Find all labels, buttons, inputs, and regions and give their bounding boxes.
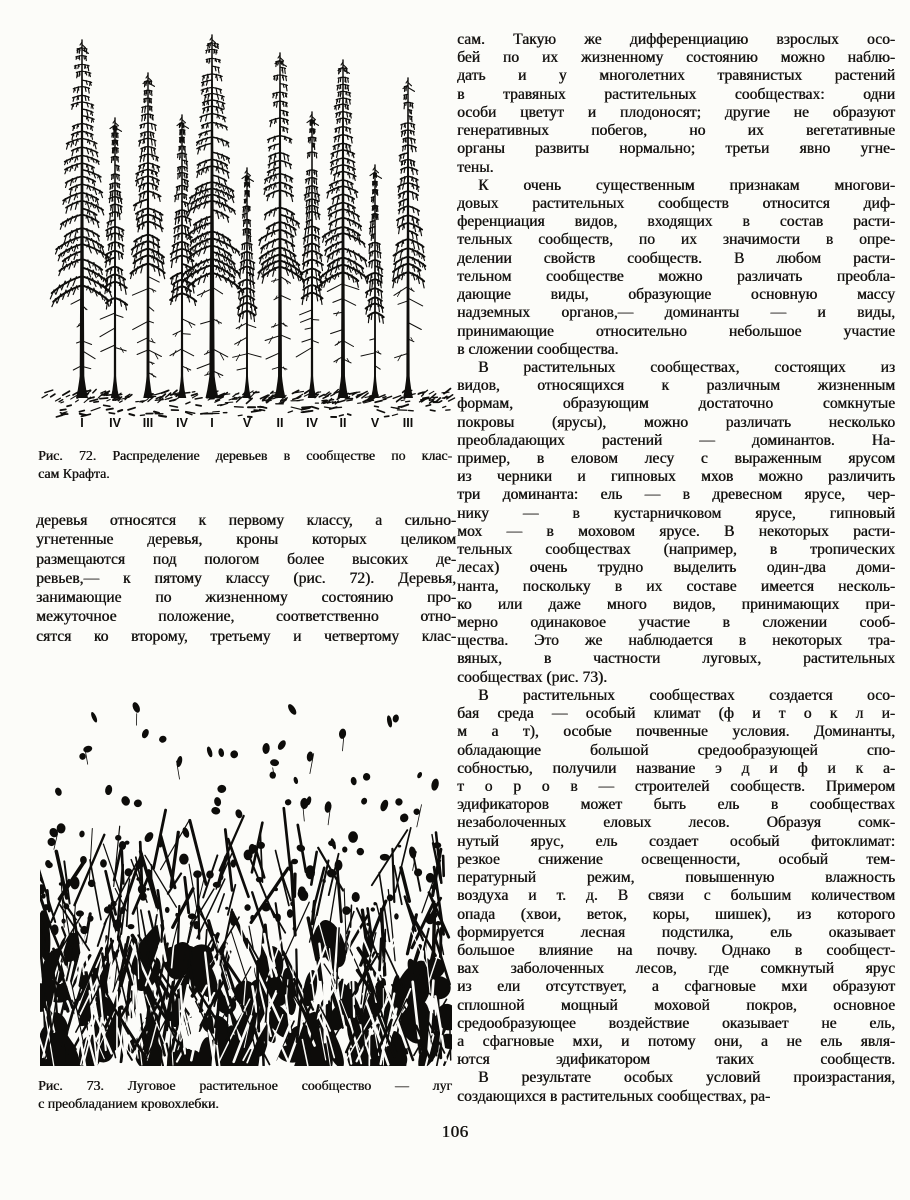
spruce-tree (131, 73, 165, 398)
text-line: а сфагновые мхи, и потому они, а не ель явля- (457, 1033, 895, 1051)
text-line: сам Крафта. (38, 465, 110, 481)
page-number: 106 (441, 1122, 469, 1141)
spruce-tree (233, 168, 262, 398)
flower-head (218, 748, 225, 758)
body-paragraph (457, 177, 895, 359)
text-line: пературный режим, повышенную влажность (457, 869, 895, 887)
text-line: сплошной мощный моховой покров, основное (457, 996, 895, 1014)
text-line: нанта, поскольку в их составе имеется несколь- (457, 577, 895, 595)
text-line: надземных органов,— доминанты — и виды, (457, 304, 895, 322)
kraft-class-label: IV (176, 416, 188, 430)
flower-head (270, 759, 280, 767)
text-line: м а т), особые почвенные условия. Доминанты, (457, 723, 895, 741)
text-line: бей по их жизненному состоянию можно наблю- (457, 49, 895, 67)
text-line: создающихся в растительных сообществах, ра- (457, 1087, 771, 1105)
text-line: В результате особых условий произрастания, (478, 1069, 895, 1087)
flower-head (408, 846, 417, 859)
text-line: лесах) очень трудно выделить один-два доми- (457, 559, 895, 577)
text-line: мох — в моховом ярусе. В некоторых расти- (457, 522, 895, 540)
flower-head (324, 801, 332, 813)
text-line: принимающие относительно небольшое участие (457, 322, 895, 340)
kraft-class-label: I (210, 416, 214, 430)
flower-head (90, 711, 99, 723)
flower-head (386, 715, 393, 728)
text-line: сам. Такую же дифференциацию взрослых осо- (457, 31, 895, 48)
spruce-tree (393, 78, 426, 398)
flower-head (120, 795, 131, 807)
text-line: тельном сообществе можно различать преобла- (457, 267, 895, 285)
text-line: мерно одинаковое участие в сложении сооб- (457, 614, 895, 631)
left-column-paragraph (36, 511, 456, 646)
text-line: в травяных растительных сообществах: одни (457, 85, 895, 103)
flower-head (82, 745, 93, 754)
text-line: покровы (ярусы), можно различать несколько (457, 413, 895, 431)
spruce-tree (258, 53, 305, 398)
spruce-tree (361, 165, 384, 398)
kraft-class-labels (80, 416, 413, 430)
flower-head (79, 753, 86, 761)
text-line: нутый ярус, ель создает особый фитоклимат: (457, 832, 895, 850)
text-line: пример, в еловом лесу с выраженным ярусом (457, 450, 895, 468)
text-line: К очень существенным признакам многови- (478, 176, 895, 194)
text-line: тельных сообществах (например, в тропических (457, 541, 895, 559)
kraft-class-label: V (242, 416, 252, 430)
text-line: из ели отсутствует, а сфагновые мхи образуют (457, 978, 895, 996)
text-line: ревьев,— к пятому классу (рис. 72). Деревья, (36, 569, 456, 587)
text-line: генеративных побегов, но их вегетативные (457, 122, 895, 140)
flower-head (104, 784, 113, 795)
flower-head (217, 784, 227, 793)
flower-head (338, 728, 346, 739)
text-line: угнетенные деревья, кроны которых целиком (36, 531, 456, 549)
text-line: межуточное положение, соответственно отно- (36, 608, 456, 626)
flower-head (392, 714, 400, 723)
figure-72-caption (38, 447, 452, 482)
text-line: формам, образующим достаточно сомкнутые (457, 395, 895, 413)
flower-head (293, 776, 299, 784)
kraft-class-label: II (276, 416, 284, 430)
text-line: вяных, в частности луговых, растительных (457, 650, 895, 668)
figure-73-illustration (40, 686, 452, 1066)
spruce-tree (170, 115, 196, 398)
kraft-class-label: V (370, 416, 380, 430)
flower-head (379, 799, 390, 813)
text-line: эдификаторов может быть ель в сообществах (457, 796, 895, 814)
flower-head (211, 806, 221, 815)
flower-head (394, 797, 404, 807)
text-line: ференциация видов, входящих в состав расти- (457, 213, 895, 231)
flower-head (350, 776, 357, 785)
text-line: дающие виды, образующие основную массу (457, 286, 895, 304)
text-line: воздуха и т. д. В связи с большим количеством (457, 887, 895, 905)
text-line: большое влияние на почву. Однако в сообщест- (457, 941, 895, 959)
flower-head (360, 797, 368, 806)
kraft-class-label: III (142, 416, 154, 430)
text-line: собностью, получили название э д и ф и к а- (457, 759, 895, 777)
text-line: обладающие большой средообразующей спо- (457, 741, 895, 759)
spruce-tree (100, 118, 127, 398)
text-line: В растительных сообществах создается осо- (478, 686, 895, 704)
text-line: органы развиты нормально; третьи явно угне- (457, 140, 895, 158)
flower-head (54, 787, 63, 797)
text-line: с преобладанием кровохлебки. (38, 1095, 219, 1111)
flower-head (416, 771, 423, 779)
flower-head (213, 796, 222, 807)
text-line: резкое снижение освещенности, особый тем- (457, 850, 895, 868)
flower-head (158, 735, 167, 744)
text-line: три доминанта: ель — в древесном ярусе, чер- (457, 486, 895, 504)
body-paragraph (457, 687, 895, 1070)
text-line: вах заболоченных лесов, где сомкнутый ярус (457, 960, 895, 978)
text-line: дать и у многолетних травянистых растений (457, 67, 895, 85)
text-line: бая среда — особый климат (ф и т о к л и- (457, 705, 895, 723)
text-line: Рис. 73. Луговое растительное сообщество — луг (38, 1078, 452, 1093)
text-line: незаболоченных еловых лесов. Образуя сомк- (457, 814, 895, 832)
flower-head (269, 771, 276, 779)
text-line: делении свойств сообществ. В любом расти- (457, 249, 895, 267)
flower-head (276, 739, 287, 751)
spruce-tree (50, 40, 112, 398)
text-line: особи цветут и плодоносят; другие не образуют (457, 103, 895, 121)
text-line: щества. Это же наблюдается в некоторых тра- (457, 632, 895, 650)
text-line: средообразующее воздействие оказывает не ель, (457, 1014, 895, 1032)
flower-head (286, 703, 298, 716)
spruce-tree (296, 112, 323, 398)
text-line: преобладающих растений — доминантов. На- (457, 431, 895, 449)
flower-head (143, 830, 155, 843)
text-line: сообществах (рис. 73). (457, 668, 608, 686)
text-line: опада (хвои, веток, коры, шишек), из которого (457, 905, 895, 923)
text-line: формируется лесная подстилка, ель оказывает (457, 923, 895, 941)
right-column-text (457, 31, 895, 1106)
flower-head (262, 743, 270, 755)
figure-72-illustration (34, 26, 458, 430)
flower-head (229, 749, 240, 760)
flower-head (363, 773, 371, 781)
flower-head (296, 844, 306, 853)
kraft-class-label: IV (306, 416, 318, 430)
text-line: сятся ко второму, третьему и четвертому клас- (36, 627, 456, 645)
text-line: ются эдификатором таких сообществ. (457, 1051, 895, 1069)
flower-head (133, 799, 143, 808)
text-line: В растительных сообществах, состоящих из (478, 358, 895, 376)
text-line: из черники и гипновых мхов можно различить (457, 468, 895, 486)
figure-73-caption (38, 1077, 452, 1112)
spruce-tree (318, 60, 367, 398)
flower-head (206, 746, 214, 758)
flower-head (141, 728, 151, 739)
text-line: довых растительных сообществ относится диф- (457, 194, 895, 212)
text-line: занимающие по жизненному состоянию про- (36, 589, 456, 607)
text-line: тельных сообществ, по их значимости в опре- (457, 231, 895, 249)
flower-head (285, 799, 292, 806)
flower-head (79, 830, 85, 837)
text-line: деревья относятся к первому классу, а сильно- (36, 512, 456, 529)
kraft-class-label: III (402, 416, 414, 430)
text-line: ко или даже много видов, принимающих при- (457, 595, 895, 613)
text-line: размещаются под пологом более высоких де- (36, 550, 456, 568)
body-paragraph (457, 1069, 895, 1105)
flower-head (131, 701, 141, 714)
spruce-tree (181, 35, 243, 398)
text-line: нику — в кустарничковом ярусе, гипновый (457, 504, 895, 522)
body-paragraph (457, 31, 895, 177)
text-line: видов, относящихся к различным жизненным (457, 377, 895, 395)
flower-head (398, 812, 410, 824)
text-line: в сложении сообщества. (457, 340, 619, 358)
kraft-class-label: IV (109, 416, 121, 430)
text-line: Рис. 72. Распределение деревьев в сообществе по клас- (38, 448, 452, 463)
text-line: тены. (457, 158, 494, 176)
flower-head (430, 778, 440, 791)
kraft-class-label: I (80, 416, 84, 430)
text-line: т о р о в — строителей сообществ. Примером (457, 777, 895, 795)
body-paragraph (457, 359, 895, 687)
kraft-class-label: II (339, 416, 347, 430)
flower-head (57, 823, 66, 833)
